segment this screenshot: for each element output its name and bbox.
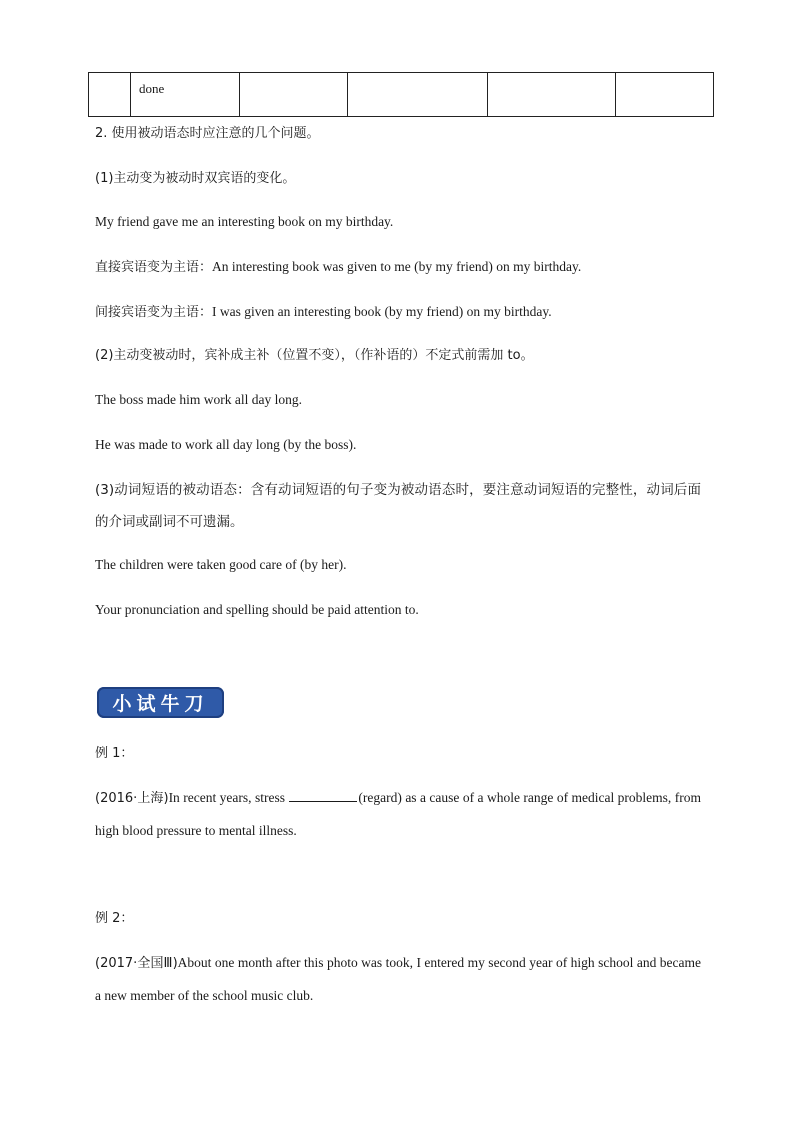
point2-example-passive: He was made to work all day long (by the boss). [95, 437, 357, 452]
example1-text-after: (regard) as a cause of a whole range of medical problems, from high blood pressure to mental illness. [95, 790, 701, 838]
point1-direct [95, 257, 581, 278]
point3-title: (3)动词短语的被动语态：含有动词短语的句子变为被动语态时，要注意动词短语的完整性，动词后面的介词或副词不可遗漏。 [95, 482, 701, 530]
table-cell [240, 73, 348, 117]
example2-sentence: About one month after this photo was took, I entered my second year of high school and became a new member of the school music club. [95, 955, 701, 1003]
example2-text [95, 947, 701, 1012]
point1-example: My friend gave me an interesting book on my birthday. [95, 214, 394, 229]
example2-source: (2017·全国Ⅲ) [95, 956, 178, 971]
table-cell [89, 73, 131, 117]
table-row [89, 73, 714, 117]
point3-example2: Your pronunciation and spelling should be paid attention to. [95, 602, 419, 617]
point1-indirect [95, 302, 552, 323]
example1-text [95, 782, 701, 847]
point2-title: (2)主动变被动时，宾补成主补（位置不变），（作补语的）不定式前需加 to。 [95, 348, 534, 363]
example1-text-before: In recent years, stress [168, 790, 289, 805]
grammar-table-fragment [88, 72, 714, 117]
example1-source: (2016·上海) [95, 791, 169, 806]
direct-object-label: 直接宾语变为主语： [95, 260, 213, 275]
table-cell-done: done [131, 73, 240, 117]
direct-object-sentence: An interesting book was given to me (by my friend) on my birthday. [212, 259, 582, 274]
example1-label: 例 1： [95, 746, 134, 761]
practice-badge-label: 小试牛刀 [112, 693, 209, 715]
practice-badge [97, 687, 224, 718]
example2-label: 例 2： [95, 911, 134, 926]
indirect-object-sentence: I was given an interesting book (by my friend) on my birthday. [212, 304, 552, 319]
point1-title: (1)主动变为被动时双宾语的变化。 [95, 171, 296, 186]
table-cell [616, 73, 714, 117]
point3-example1: The children were taken good care of (by her). [95, 557, 347, 572]
table-cell [488, 73, 616, 117]
indirect-object-label: 间接宾语变为主语： [95, 305, 213, 320]
point2-example-active: The boss made him work all day long. [95, 392, 302, 407]
section-heading: 2. 使用被动语态时应注意的几个问题。 [95, 126, 320, 141]
fill-in-blank[interactable] [289, 787, 357, 802]
table-cell [348, 73, 488, 117]
